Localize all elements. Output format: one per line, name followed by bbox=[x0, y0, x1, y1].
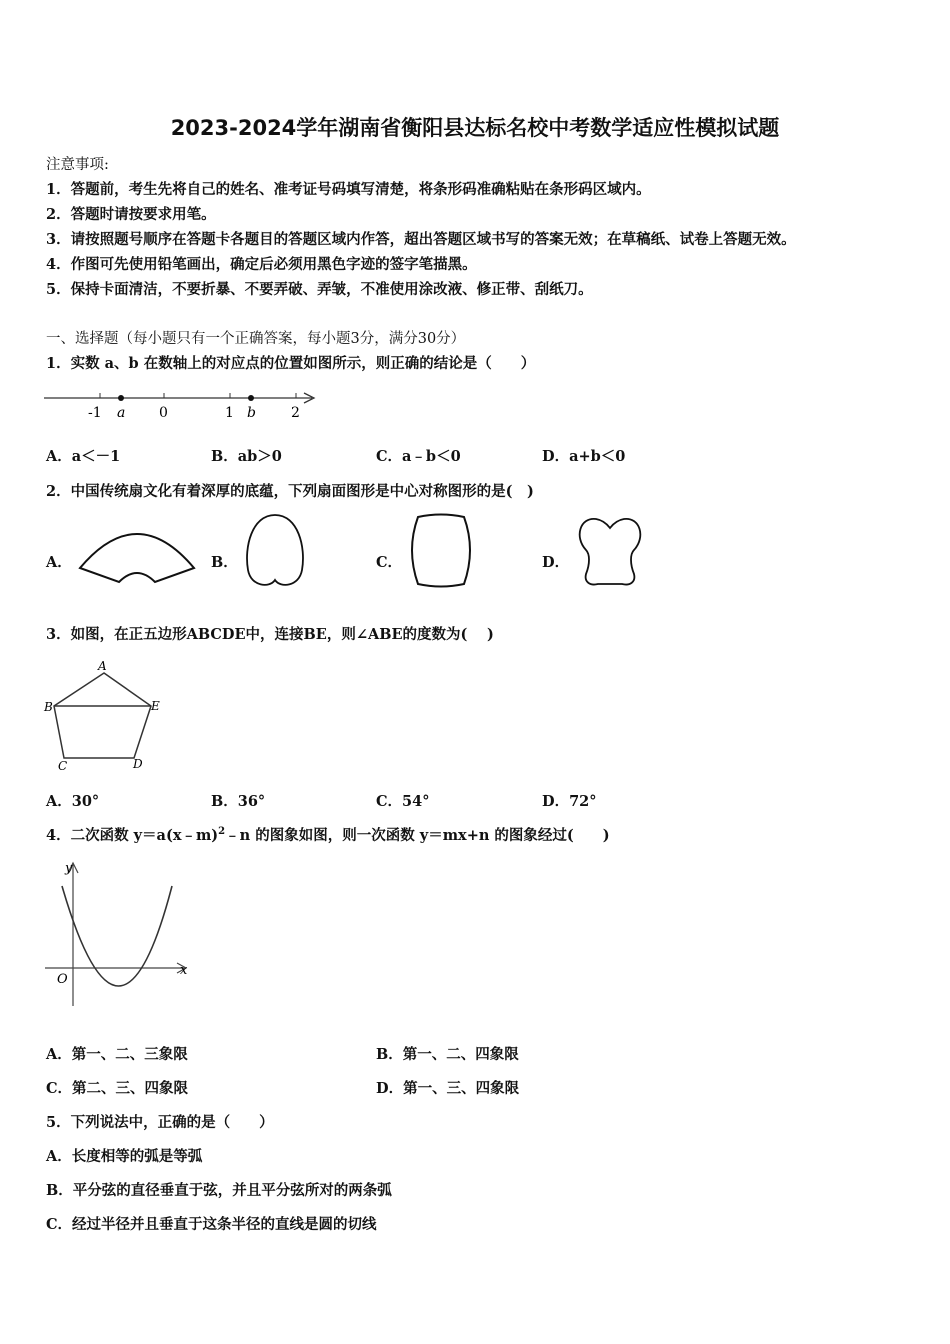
axis-y-label: y bbox=[65, 861, 73, 876]
q4-option-d: D．第一、三、四象限 bbox=[376, 1080, 520, 1097]
page-title: 2023-2024学年湖南省衡阳县达标名校中考数学适应性模拟试题 bbox=[170, 116, 780, 140]
tick-label: 2 bbox=[291, 405, 300, 421]
q2-label-b: B． bbox=[211, 554, 238, 571]
q4-stem-exponent: 2 bbox=[218, 826, 226, 838]
point-a-dot bbox=[118, 395, 124, 401]
q2-label-d: D． bbox=[542, 554, 570, 571]
notice-heading: 注意事项: bbox=[46, 157, 109, 173]
tick-label: 0 bbox=[159, 405, 168, 421]
q1-option-d: D．a+b＜0 bbox=[542, 448, 626, 465]
parabola-figure bbox=[40, 856, 200, 1016]
section-heading: 一、选择题（每小题只有一个正确答案，每小题3分，满分30分） bbox=[46, 331, 466, 347]
vertex-a: A bbox=[98, 659, 107, 673]
question-3-stem: 3．如图，在正五边形ABCDE中，连接BE，则∠ABE的度数为( ) bbox=[46, 626, 494, 643]
notice-item: 5．保持卡面清洁，不要折暴、不要弄破、弄皱，不准使用涂改液、修正带、刮纸刀。 bbox=[46, 281, 593, 298]
q3-option-d: D．72° bbox=[542, 793, 597, 810]
notice-item: 2．答题时请按要求用笔。 bbox=[46, 206, 216, 223]
q3-option-c: C．54° bbox=[376, 793, 430, 810]
question-4-stem bbox=[46, 824, 610, 845]
question-5-stem: 5．下列说法中，正确的是（ ） bbox=[46, 1114, 274, 1131]
fan-shape-d bbox=[572, 512, 648, 590]
notice-item: 4．作图可先使用铅笔画出，确定后必须用黑色字迹的签字笔描黑。 bbox=[46, 256, 477, 273]
fan-shape-c bbox=[404, 512, 478, 590]
vertex-c: C bbox=[58, 759, 68, 773]
fan-shape-a bbox=[75, 520, 199, 588]
notice-item: 1．答题前，考生先将自己的姓名、准考证号码填写清楚，将条形码准确粘贴在条形码区域内。 bbox=[46, 181, 651, 198]
q4-option-b: B．第一、二、四象限 bbox=[376, 1046, 519, 1063]
q4-stem-suffix: ﹣n 的图象如图，则一次函数 y＝mx+n 的图象经过( ) bbox=[225, 827, 610, 844]
point-b-dot bbox=[248, 395, 254, 401]
q5-option-a: A．长度相等的弧是等弧 bbox=[46, 1148, 203, 1165]
tick-label: -1 bbox=[88, 405, 102, 421]
q4-option-a: A．第一、二、三象限 bbox=[46, 1046, 188, 1063]
q2-label-a: A． bbox=[46, 554, 72, 571]
q5-option-c: C．经过半径并且垂直于这条半径的直线是圆的切线 bbox=[46, 1216, 377, 1233]
notice-item: 3．请按照题号顺序在答题卡各题目的答题区域内作答，超出答题区域书写的答案无效；在草稿纸、试卷上答题无效。 bbox=[46, 231, 796, 248]
q2-label-c: C． bbox=[376, 554, 403, 571]
q5-option-b: B．平分弦的直径垂直于弦，并且平分弦所对的两条弧 bbox=[46, 1182, 392, 1199]
pentagon-figure bbox=[40, 658, 170, 773]
question-2-stem: 2．中国传统扇文化有着深厚的底蕴，下列扇面图形是中心对称图形的是( ) bbox=[46, 483, 534, 500]
q4-stem-prefix: 4．二次函数 y＝a(x﹣m) bbox=[46, 827, 219, 844]
vertex-b: B bbox=[44, 700, 53, 714]
q3-option-b: B．36° bbox=[211, 793, 266, 810]
q1-option-c: C．a﹣b＜0 bbox=[376, 448, 461, 465]
tick-label: 1 bbox=[225, 405, 234, 421]
q4-option-c: C．第二、三、四象限 bbox=[46, 1080, 189, 1097]
axis-x-label: x bbox=[180, 963, 188, 978]
point-a-label: a bbox=[117, 405, 126, 421]
fan-shape-b bbox=[240, 512, 310, 590]
point-b-label: b bbox=[247, 405, 256, 421]
number-line-figure bbox=[40, 383, 330, 423]
q1-option-a: A．a＜－1 bbox=[46, 448, 121, 465]
vertex-d: D bbox=[133, 757, 143, 771]
q1-option-b: B．ab＞0 bbox=[211, 448, 282, 465]
origin-label: O bbox=[57, 972, 68, 987]
q3-option-a: A．30° bbox=[46, 793, 100, 810]
question-1-stem: 1．实数 a、b 在数轴上的对应点的位置如图所示，则正确的结论是（ ） bbox=[46, 355, 536, 372]
vertex-e: E bbox=[151, 699, 160, 713]
